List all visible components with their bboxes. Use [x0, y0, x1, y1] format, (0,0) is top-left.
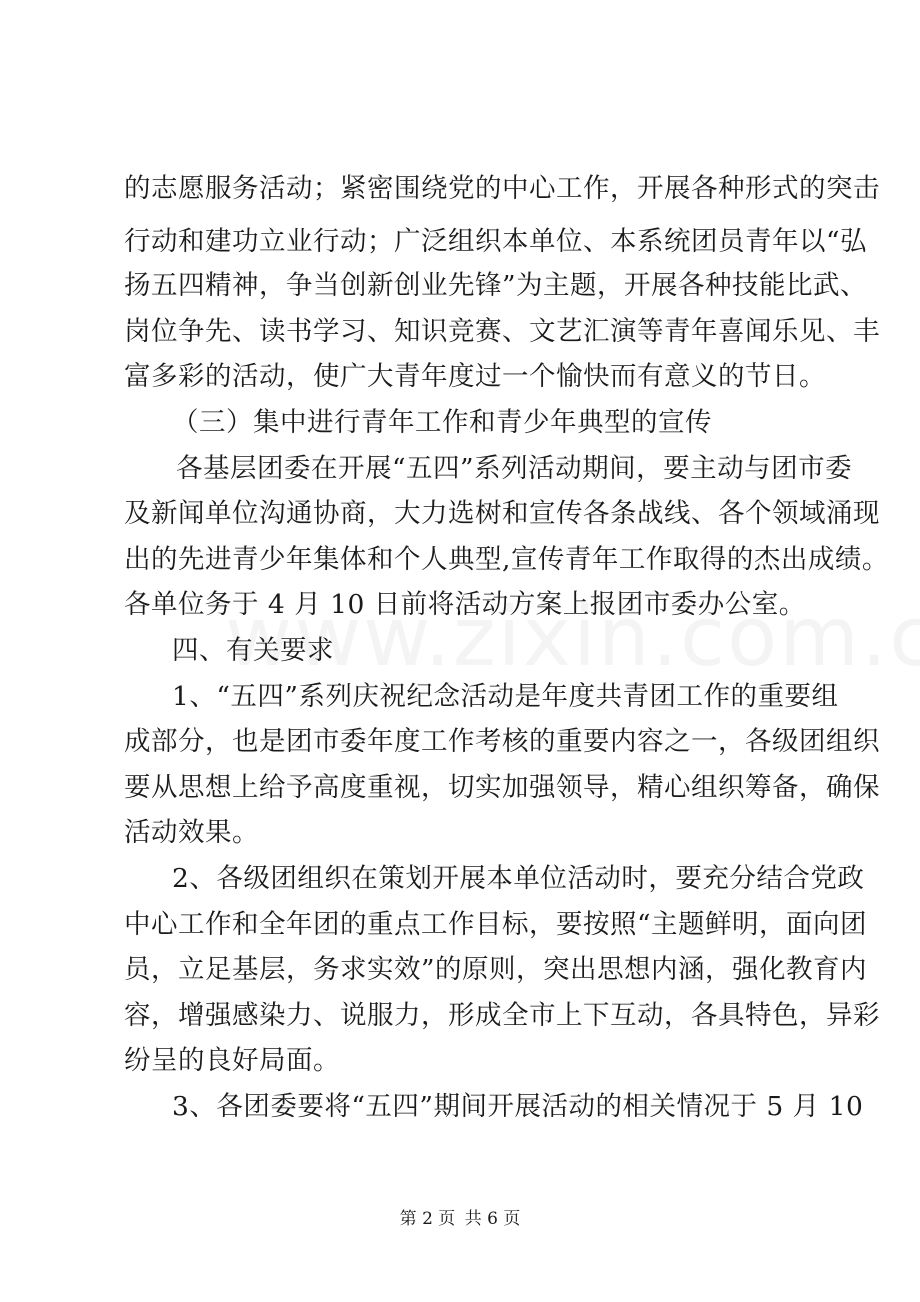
section-heading: 四、有关要求: [172, 635, 334, 666]
page-total: 共 6 页: [464, 1209, 521, 1229]
paragraph-line: 各单位务于 4 月 10 日前将活动方案上报团市委办公室。: [124, 589, 806, 620]
section-heading: （三）集中进行青年工作和青少年典型的宣传: [172, 407, 712, 438]
paragraph-line: 纷呈的良好局面。: [124, 1045, 340, 1076]
paragraph-line: 1、“五四”系列庆祝纪念活动是年度共青团工作的重要组: [172, 681, 839, 712]
paragraph-line: 3、各团委要将“五四”期间开展活动的相关情况于 5 月 10: [172, 1091, 864, 1122]
paragraph-line: 中心工作和全年团的重点工作目标，要按照“主题鲜明，面向团: [124, 909, 868, 940]
paragraph-line: 出的先进青少年集体和个人典型,宣传青年工作取得的杰出成绩。: [124, 544, 889, 575]
paragraph-line: 2、各级团组织在策划开展本单位活动时，要充分结合党政: [172, 863, 865, 894]
paragraph-line: 的志愿服务活动；紧密围绕党的中心工作，开展各种形式的突击: [124, 173, 880, 204]
paragraph-line: 活动效果。: [124, 817, 259, 848]
paragraph-line: 成部分，也是团市委年度工作考核的重要内容之一，各级团组织: [124, 726, 880, 757]
page-footer: [0, 1204, 920, 1229]
paragraph-line: 行动和建功立业行动；广泛组织本单位、本系统团员青年以“弘: [124, 226, 868, 257]
paragraph-line: 各基层团委在开展“五四”系列活动期间，要主动与团市委: [176, 453, 853, 484]
page-number: 第 2 页: [399, 1209, 456, 1229]
paragraph-line: 要从思想上给予高度重视，切实加强领导，精心组织筹备，确保: [124, 772, 880, 803]
paragraph-line: 员，立足基层，务求实效”的原则，突出思想内涵，强化教育内: [124, 954, 868, 985]
paragraph-line: 富多彩的活动，使广大青年度过一个愉快而有意义的节日。: [124, 361, 826, 392]
paragraph-line: 及新闻单位沟通协商，大力选树和宣传各条战线、各个领域涌现: [124, 498, 880, 529]
paragraph-line: 容，增强感染力、说服力，形成全市上下互动，各具特色，异彩: [124, 1000, 880, 1031]
paragraph-line: 岗位争先、读书学习、知识竞赛、文艺汇演等青年喜闻乐见、丰: [124, 316, 880, 347]
paragraph-line: 扬五四精神，争当创新创业先锋”为主题，开展各种技能比武、: [124, 270, 868, 301]
